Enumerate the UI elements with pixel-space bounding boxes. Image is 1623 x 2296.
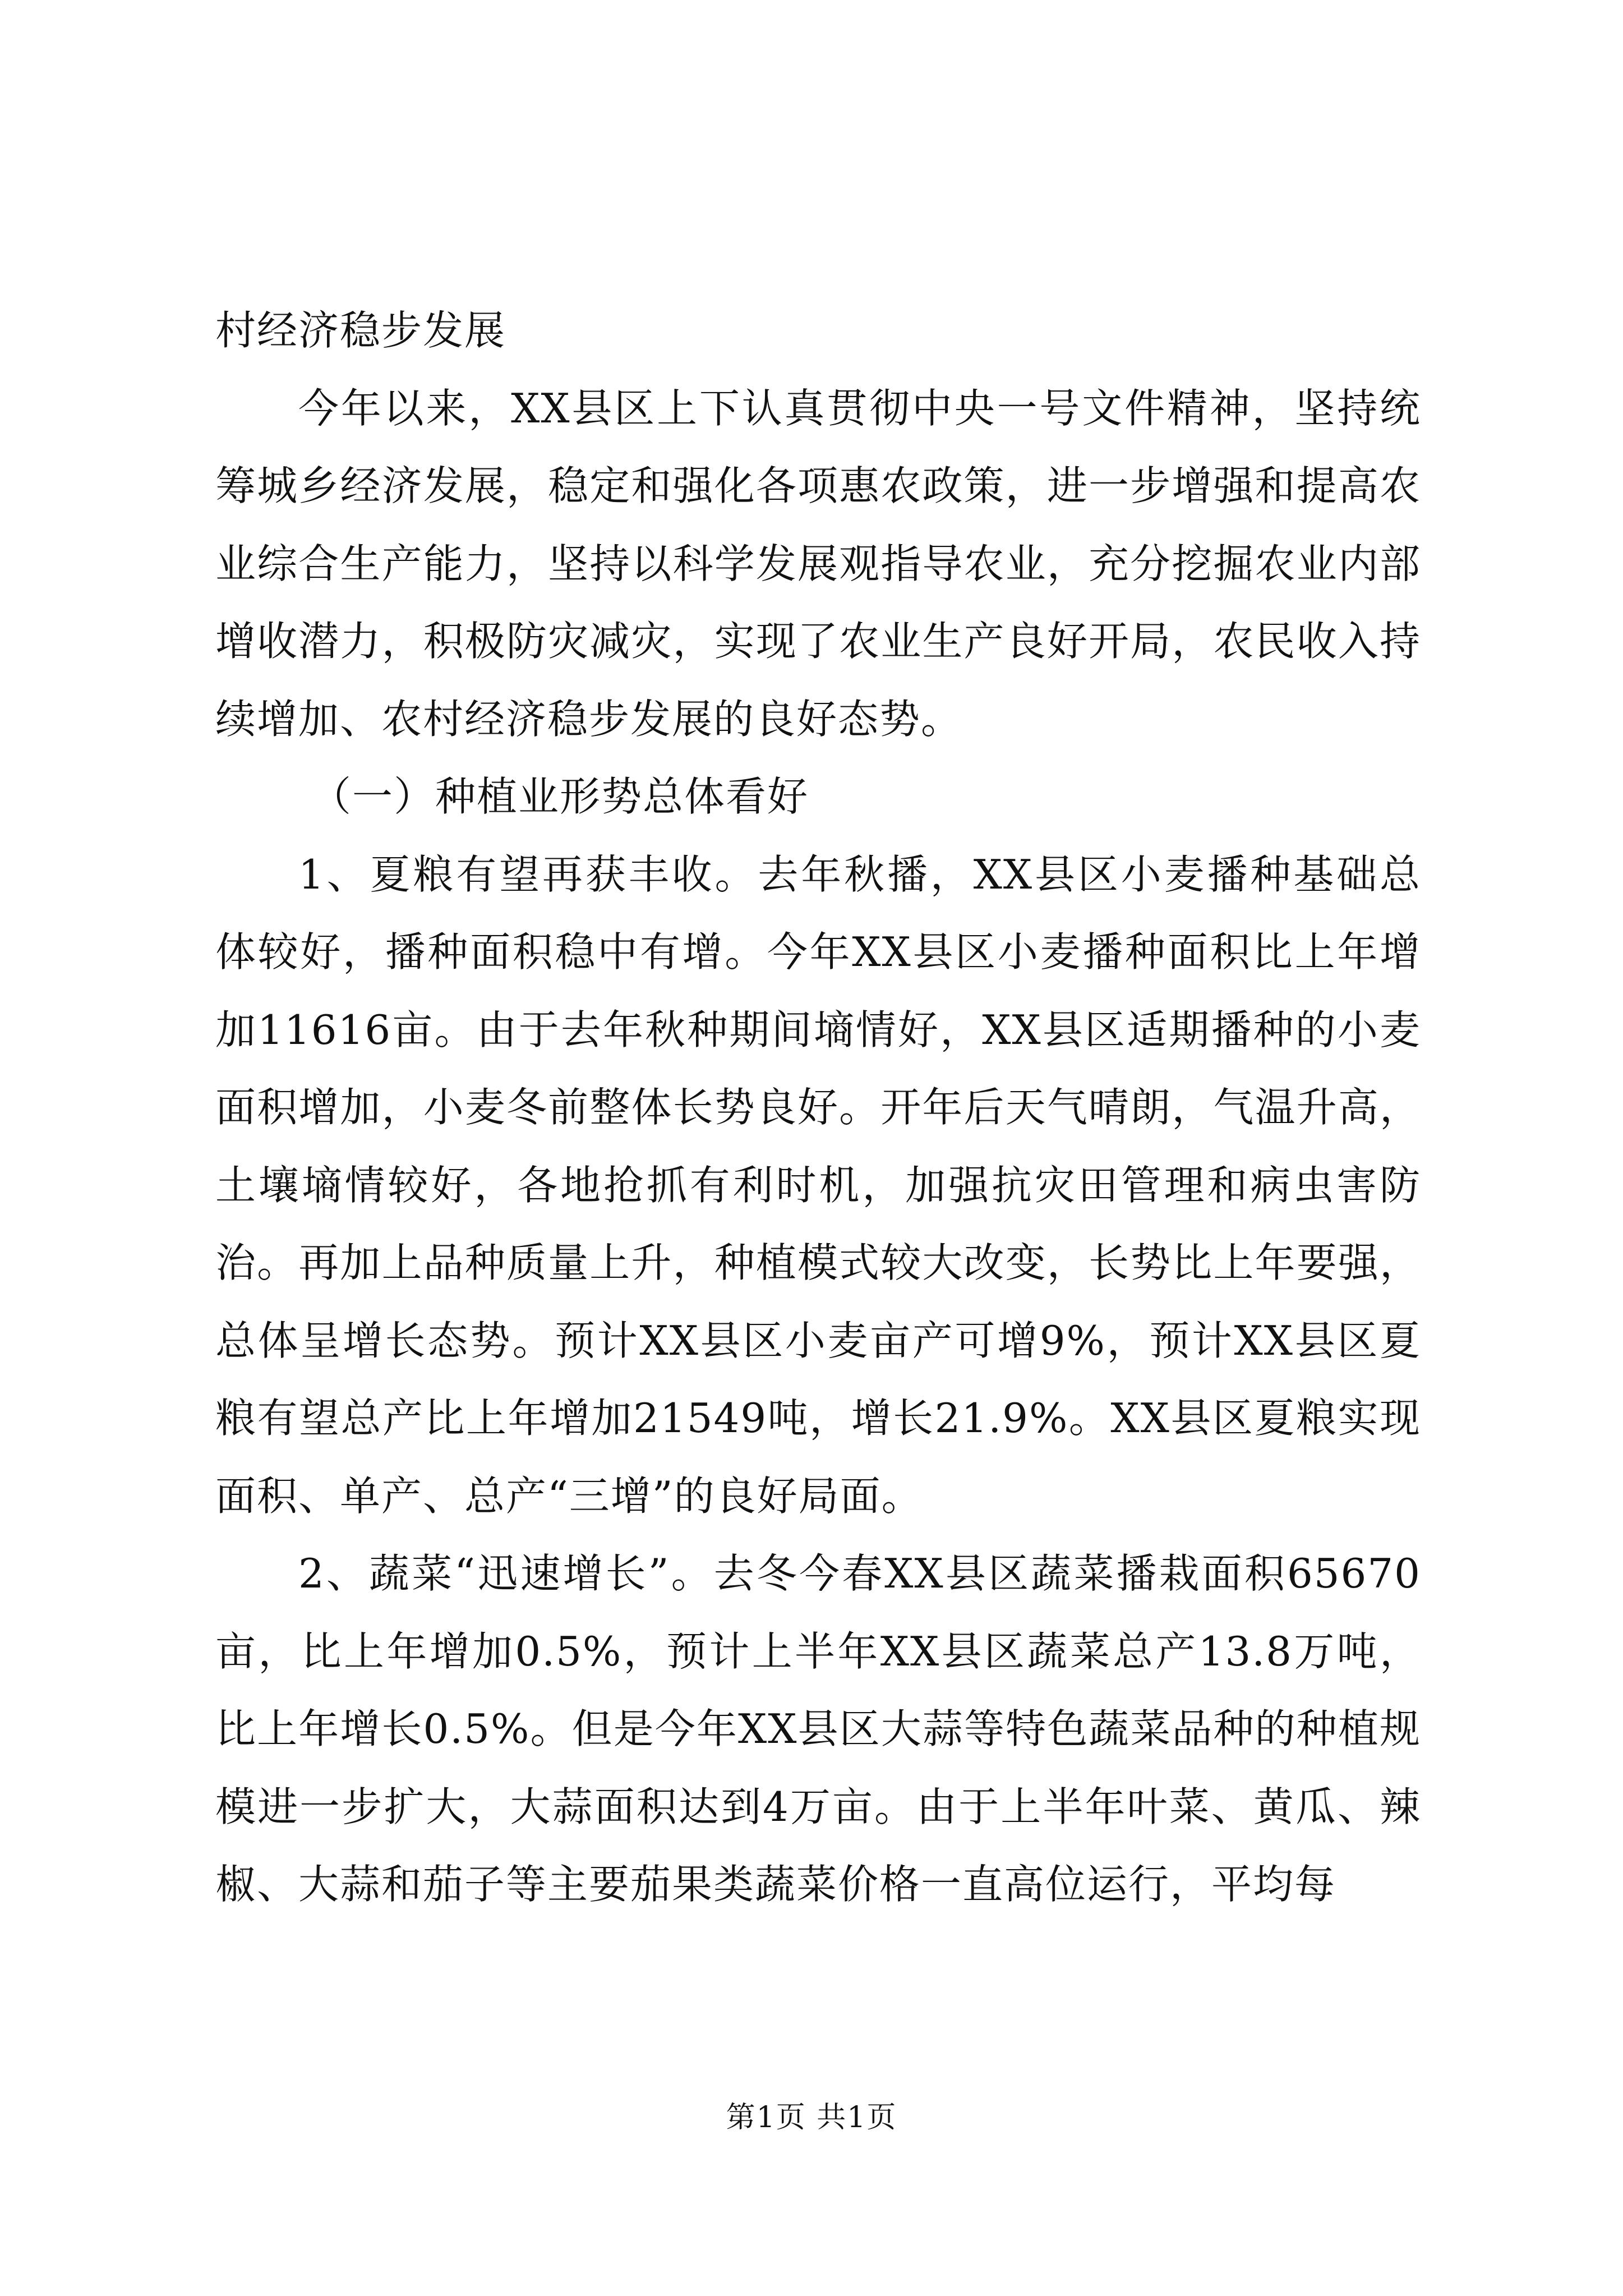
document-body: [215, 292, 1421, 1924]
page-footer: 第1页 共1页: [726, 2101, 897, 2134]
section-heading: （一）种植业形势总体看好: [311, 773, 809, 820]
paragraph-summer-grain: 1、夏粮有望再获丰收。去年秋播，XX县区小麦播种基础总体较好，播种面积稳中有增。今年XX县区小麦播种面积比上年增加11616亩。由于去年秋种期间墒情好，XX县区适期播种的小麦面积增加，小麦冬前整体长势良好。开年后天气晴朗，气温升高，土壤墒情较好，各地抢抓有利时机，加强抗灾田管理和病虫害防治。再加上品种质量上升，种植模式较大改变，长势比上年要强，总体呈增长态势。预计XX县区小麦亩产可增9%，预计XX县区夏粮有望总产比上年增加21549吨，增长21.9%。XX县区夏粮实现面积、单产、总产“三增”的良好局面。: [215, 850, 1421, 1520]
paragraph-intro: 今年以来，XX县区上下认真贯彻中央一号文件精神，坚持统筹城乡经济发展，稳定和强化各项惠农政策，进一步增强和提高农业综合生产能力，坚持以科学发展观指导农业，充分挖掘农业内部增收潜力，积极防灾减灾，实现了农业生产良好开局，农民收入持续增加、农村经济稳步发展的良好态势。: [215, 384, 1421, 743]
paragraph-vegetables: 2、蔬菜“迅速增长”。去冬今春XX县区蔬菜播栽面积65670亩，比上年增加0.5%，预计上半年XX县区蔬菜总产13.8万吨，比上年增长0.5%。但是今年XX县区大蒜等特色蔬菜品种的种植规模进一步扩大，大蒜面积达到4万亩。由于上半年叶菜、黄瓜、辣椒、大蒜和茄子等主要茄果类蔬菜价格一直高位运行，平均每: [215, 1550, 1421, 1908]
paragraph-continuation: 村经济稳步发展: [215, 307, 506, 354]
